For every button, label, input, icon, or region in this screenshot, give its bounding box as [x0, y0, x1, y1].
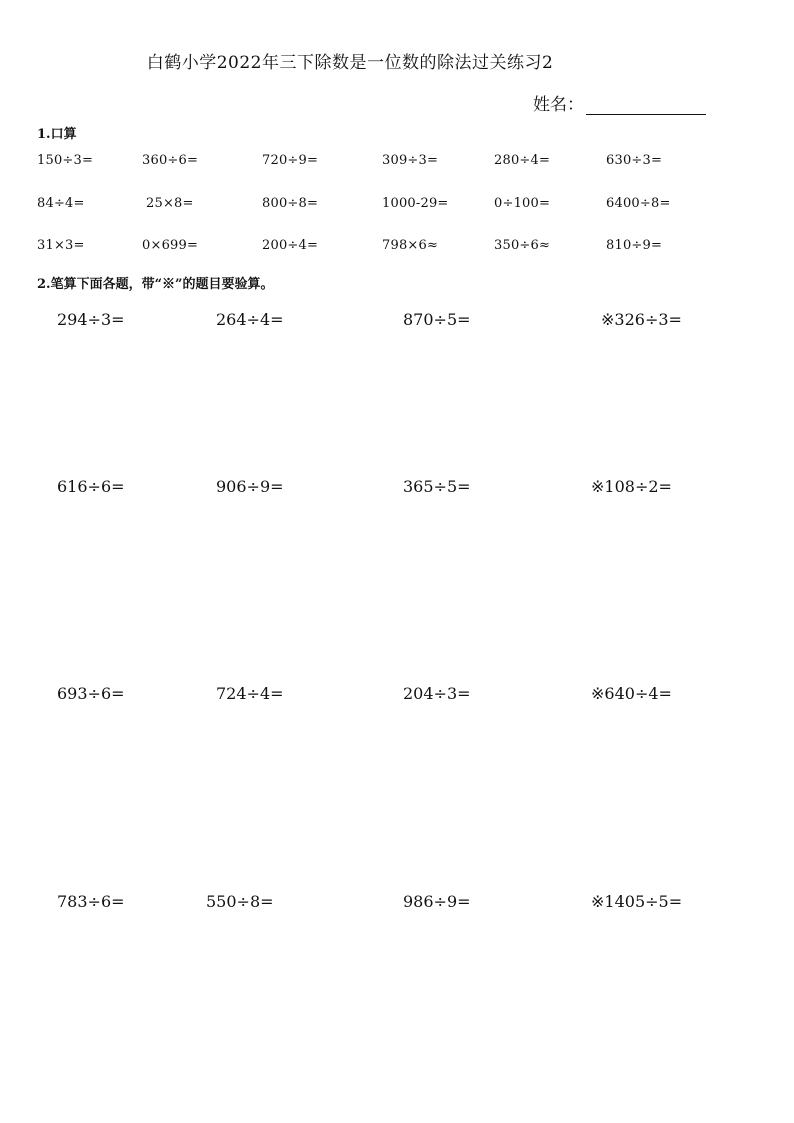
name-label: 姓名：	[533, 95, 584, 115]
section1-heading: 1.口算	[37, 127, 77, 142]
written-problem-check: ※108÷2=	[591, 477, 672, 496]
written-problem: 550÷8=	[206, 892, 274, 911]
written-problem: 294÷3=	[57, 310, 125, 329]
oral-problem: 360÷6=	[142, 153, 199, 168]
written-problem: 264÷4=	[216, 310, 284, 329]
oral-problem: 1000-29=	[382, 196, 449, 211]
oral-problem: 6400÷8=	[606, 196, 671, 211]
oral-problem: 720÷9=	[262, 153, 319, 168]
written-problem: 365÷5=	[403, 477, 471, 496]
written-problem: 986÷9=	[403, 892, 471, 911]
written-problem: 783÷6=	[57, 892, 125, 911]
written-problem-check: ※640÷4=	[591, 684, 672, 703]
oral-problem: 630÷3=	[606, 153, 663, 168]
oral-problem: 350÷6≈	[494, 238, 551, 253]
written-problem: 870÷5=	[403, 310, 471, 329]
oral-problem: 0÷100=	[494, 196, 551, 211]
oral-problem: 25×8=	[146, 196, 194, 211]
oral-problem: 84÷4=	[37, 196, 85, 211]
oral-problem: 0×699=	[142, 238, 199, 253]
section2-heading: 2.笔算下面各题，带“※”的题目要验算。	[37, 277, 274, 292]
written-problem: 724÷4=	[216, 684, 284, 703]
oral-problem: 200÷4=	[262, 238, 319, 253]
oral-problem: 798×6≈	[382, 238, 439, 253]
oral-problem: 800÷8=	[262, 196, 319, 211]
written-problem: 693÷6=	[57, 684, 125, 703]
written-problem-check: ※1405÷5=	[591, 892, 683, 911]
written-problem-check: ※326÷3=	[601, 310, 682, 329]
name-blank-line[interactable]	[586, 96, 706, 115]
oral-problem: 309÷3=	[382, 153, 439, 168]
oral-problem: 150÷3=	[37, 153, 94, 168]
oral-problem: 810÷9=	[606, 238, 663, 253]
written-problem: 204÷3=	[403, 684, 471, 703]
worksheet-title: 白鹤小学2022年三下除数是一位数的除法过关练习2	[146, 53, 554, 73]
written-problem: 616÷6=	[57, 477, 125, 496]
written-problem: 906÷9=	[216, 477, 284, 496]
oral-problem: 31×3=	[37, 238, 85, 253]
oral-problem: 280÷4=	[494, 153, 551, 168]
name-field	[533, 90, 706, 115]
